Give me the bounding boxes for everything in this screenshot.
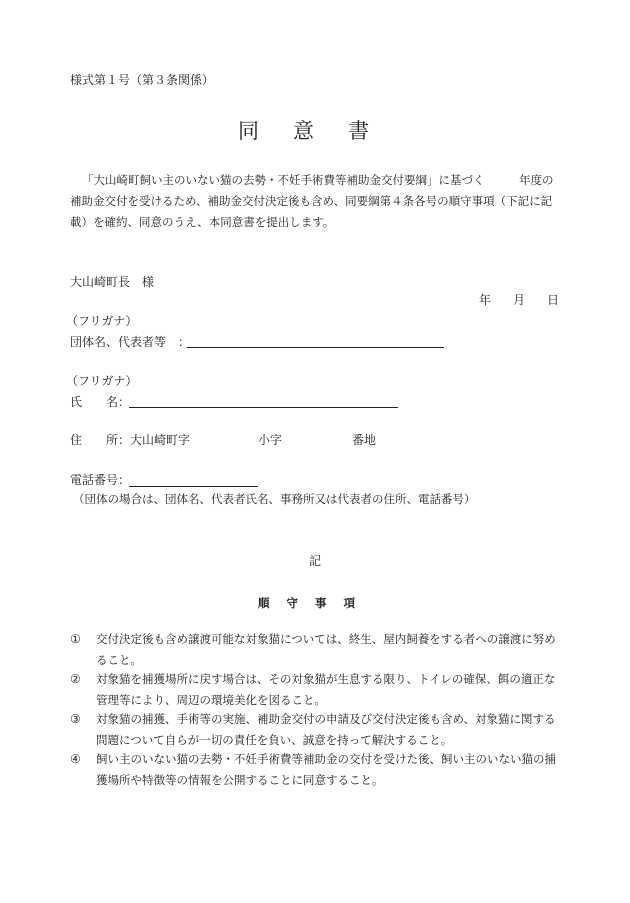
date-month-label: 月 <box>513 293 526 307</box>
phone-label: 電話番号： <box>70 473 131 487</box>
group-note: （団体の場合は、団体名、代表者氏名、事務所又は代表者の住所、電話番号） <box>73 492 476 506</box>
page-title: 同意書 <box>238 119 403 143</box>
rules-title: 順守事項 <box>258 596 372 610</box>
item-number: ④ <box>70 752 81 766</box>
rule-item: 飼い主のいない猫の去勢・不妊手術費等補助金の交付を受けた後、飼い主のいない猫の捕獲場所や特徴等の情報を公開することに同意すること。 <box>96 752 556 787</box>
group-name-label: 団体名、代表者等 ： <box>70 335 191 349</box>
name-field[interactable] <box>129 407 398 408</box>
ki-label: 記 <box>309 554 322 568</box>
rule-item: 対象猫の捕獲、手術等の実施、補助金交付の申請及び交付決定後も含め、対象猫に関する問題について自らが一切の責任を負い、誠意を持って解決すること。 <box>96 712 556 747</box>
furigana-label: （フリガナ） <box>66 314 138 328</box>
rule-item: 対象猫を捕獲場所に戻す場合は、その対象猫が生息する限り、トイレの確保、餌の適正な管理等により、周辺の環境美化を図ること。 <box>96 672 556 707</box>
phone-field[interactable] <box>129 486 258 487</box>
date-day-label: 日 <box>547 293 560 307</box>
item-number: ③ <box>70 712 81 726</box>
form-number: 様式第１号（第３条関係） <box>70 73 215 87</box>
item-number: ② <box>70 672 81 686</box>
furigana-label: （フリガナ） <box>66 374 138 388</box>
name-label: 氏 名： <box>70 395 131 409</box>
item-number: ① <box>70 632 81 646</box>
banchi-label: 番地 <box>352 433 377 447</box>
address-label: 住 所：大山崎町字 <box>70 433 191 447</box>
date-year-label: 年 <box>479 293 492 307</box>
intro-paragraph: 「大山崎町飼い主のいない猫の去勢・不妊手術費等補助金交付要綱」に基づく 年度の補助金交付を受けるため、補助金交付決定後も含め、同要綱第４条各号の順守事項（下記に記載）を確約、同意のうえ、本同意書を提出します。 <box>70 173 554 229</box>
addressee: 大山崎町長 様 <box>70 275 155 289</box>
rule-item: 交付決定後も含め譲渡可能な対象猫については、終生、屋内飼養をする者への譲渡に努めること。 <box>96 632 556 667</box>
group-name-field[interactable] <box>187 347 444 348</box>
koaza-label: 小字 <box>258 433 283 447</box>
